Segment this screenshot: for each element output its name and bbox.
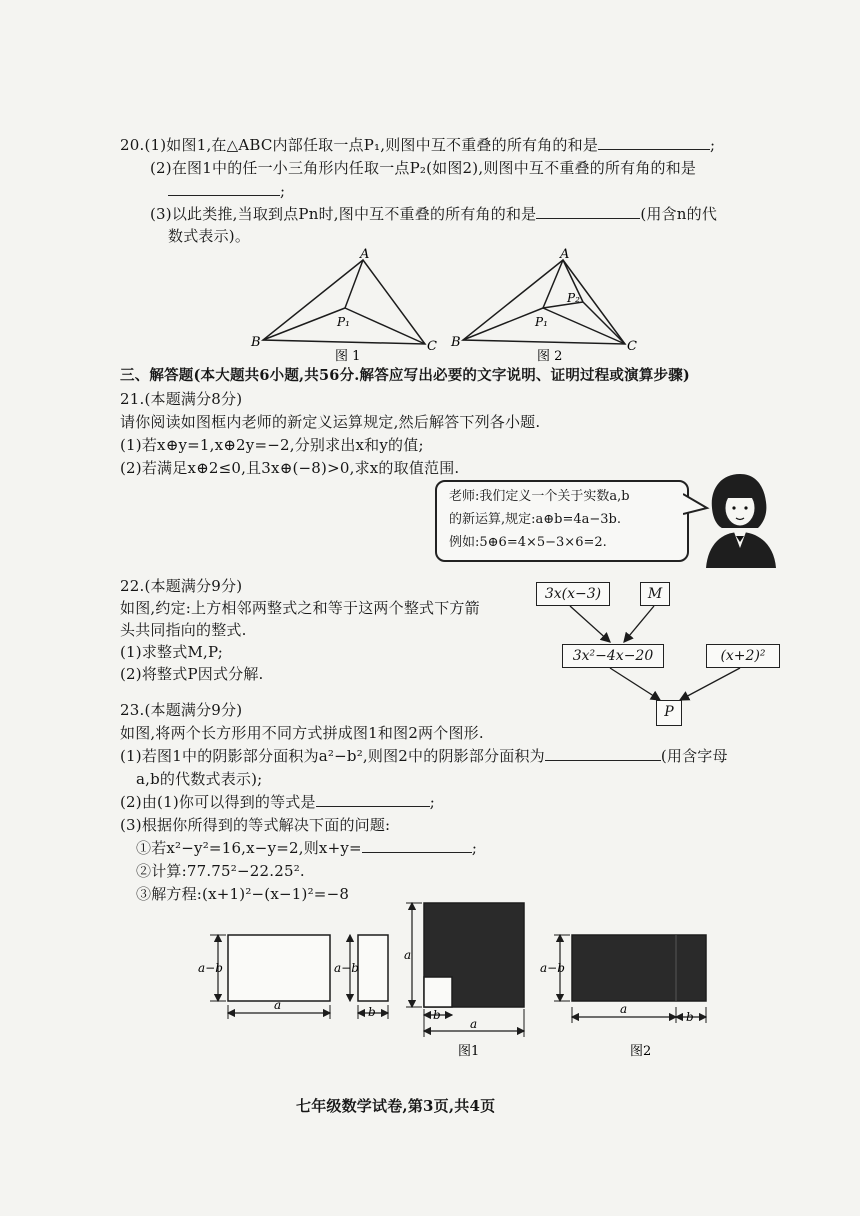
q23-part2 (120, 792, 435, 812)
q20-part1-text: 20.(1)如图1,在△ABC内部任取一点P₁,则图中互不重叠的所有角的和是 (120, 136, 599, 154)
q21-part1: (1)若x⊕y=1,x⊕2y=−2,分别求出x和y的值; (120, 436, 424, 454)
arrow-box2-to-box3 (624, 606, 654, 642)
fig2-label-c: C (627, 339, 637, 354)
q23-title: 23.(本题满分9分) (120, 701, 243, 719)
q23-part1 (120, 746, 728, 766)
q22-part2: (2)将整式P因式分解. (120, 665, 264, 683)
label-a-2: a (404, 948, 412, 962)
q22-line2: 头共同指向的整式. (120, 621, 247, 639)
fig2-label-p1: P₁ (535, 315, 548, 329)
expr-box-p: P (656, 700, 682, 726)
q21-intro: 请你阅读如图框内老师的新定义运算规定,然后解答下列各小题. (120, 413, 541, 431)
expr-box-3x-x-minus-3: 3x(x−3) (536, 582, 610, 606)
fig1-label-c: C (427, 339, 437, 354)
q20-line3-end: ; (280, 182, 286, 200)
q23-part1b: a,b的代数式表示); (136, 770, 263, 788)
label-a-1: a (274, 998, 282, 1012)
q20-line3 (168, 181, 285, 201)
q22-line1: 如图,约定:上方相邻两整式之和等于这两个整式下方箭 (120, 599, 480, 617)
fig1-label-b: B (251, 335, 261, 350)
q23-part3: (3)根据你所得到的等式解决下面的问题: (120, 816, 391, 834)
fig1-label-a: A (360, 247, 370, 262)
q23-answer-blank-1[interactable] (545, 746, 661, 761)
segment-c-p1 (345, 308, 425, 344)
arrow-box4-to-box5 (680, 668, 740, 700)
q23-part1-text: (1)若图1中的阴影部分面积为a²−b²,则图2中的阴影部分面积为 (120, 747, 545, 765)
q22-part1: (1)求整式M,P; (120, 643, 223, 661)
q23-sub1-text: ①若x²−y²=16,x−y=2,则x+y= (136, 839, 362, 857)
q20-figure-2 (463, 260, 625, 344)
page-footer: 七年级数学试卷,第3页,共4页 (296, 1097, 496, 1115)
q20-part3-text: (3)以此类推,当取到点Pn时,图中互不重叠的所有角的和是 (150, 205, 537, 223)
q20-line1 (120, 135, 715, 155)
q23-answer-blank-3[interactable] (362, 838, 472, 853)
teacher-speech-bubble (435, 480, 689, 562)
q20-figure-1 (263, 260, 425, 344)
q23-sub2: ②计算:77.75²−22.25². (136, 862, 305, 880)
expr-box-3x2-minus-4x-minus-20: 3x²−4x−20 (562, 644, 664, 668)
figure-1-caption: 图1 (458, 1044, 480, 1059)
bubble-line-3: 例如:5⊕6=4×5−3×6=2. (449, 535, 607, 550)
label-a-minus-b-3: a−b (540, 961, 565, 975)
label-a-4: a (620, 1002, 628, 1016)
label-b-1: b (368, 1005, 376, 1019)
expr-box-x-plus-2-squared: (x+2)² (706, 644, 780, 668)
q23-sub3: ③解方程:(x+1)²−(x−1)²=−8 (136, 885, 350, 903)
label-b-3: b (686, 1010, 694, 1024)
segment-b-p1-2 (463, 308, 543, 340)
q20-line5: 数式表示)。 (168, 227, 251, 245)
fig2-label-b: B (451, 335, 461, 350)
q20-part2-text: (2)在图1中的任一小三角形内任取一点P₂(如图2),则图中互不重叠的所有角的和是 (150, 159, 697, 177)
q20-answer-blank-3[interactable] (536, 204, 640, 219)
fig1-caption: 图 1 (335, 349, 361, 364)
q23-sub1 (136, 838, 477, 858)
segment-c-p2 (583, 302, 625, 344)
segment-c-p1-2 (543, 308, 625, 344)
q20-answer-blank-1[interactable] (598, 135, 710, 150)
figure-2-shaded-rectangle (554, 935, 706, 1023)
q20-figures (245, 242, 665, 366)
figure-1-shaded-square (406, 903, 524, 1037)
fig2-label-a: A (560, 247, 570, 262)
expr-box-m: M (640, 582, 670, 606)
q22-title: 22.(本题满分9分) (120, 577, 243, 595)
teacher-illustration (700, 468, 780, 568)
q20-line4 (150, 204, 717, 224)
q20-line1-end: ; (710, 136, 716, 154)
arrow-box3-to-box5 (610, 668, 660, 700)
section-3-heading: 三、解答题(本大题共6小题,共56分.解答应写出必要的文字说明、证明过程或演算步骤) (120, 367, 690, 384)
q21-part2: (2)若满足x⊕2≤0,且3x⊕(−8)>0,求x的取值范围. (120, 459, 460, 477)
figure-2-caption: 图2 (630, 1044, 652, 1059)
bubble-line-1: 老师:我们定义一个关于实数a,b (449, 489, 630, 504)
bubble-line-2: 的新运算,规定:a⊕b=4a−3b. (449, 512, 622, 527)
rect-a-by-amb (210, 935, 330, 1019)
q23-sub1-end: ; (471, 839, 478, 857)
q20-line4-end: (用含n的代 (640, 205, 718, 223)
label-b-2: b (433, 1008, 441, 1022)
fig2-caption: 图 2 (537, 349, 563, 364)
segment-b-p1 (263, 308, 345, 340)
q23-part2-end: ; (429, 793, 435, 811)
q23-answer-blank-2[interactable] (316, 792, 430, 807)
q21-title: 21.(本题满分8分) (120, 390, 243, 408)
arrow-box1-to-box3 (570, 606, 610, 642)
label-a-minus-b-2: a−b (334, 961, 359, 975)
q20-answer-blank-2[interactable] (168, 181, 280, 196)
label-a-3: a (470, 1017, 478, 1031)
fig2-label-p2: P₂ (567, 291, 580, 305)
q23-part2-text: (2)由(1)你可以得到的等式是 (120, 793, 316, 811)
fig1-label-p1: P₁ (337, 315, 350, 329)
triangle-abc-1 (263, 260, 425, 344)
q23-figures (190, 895, 730, 1065)
q23-part1-end: (用含字母 (660, 747, 728, 765)
q23-intro: 如图,将两个长方形用不同方式拼成图1和图2两个图形. (120, 724, 484, 742)
label-a-minus-b-1: a−b (198, 961, 223, 975)
triangle-abc-2 (463, 260, 625, 344)
